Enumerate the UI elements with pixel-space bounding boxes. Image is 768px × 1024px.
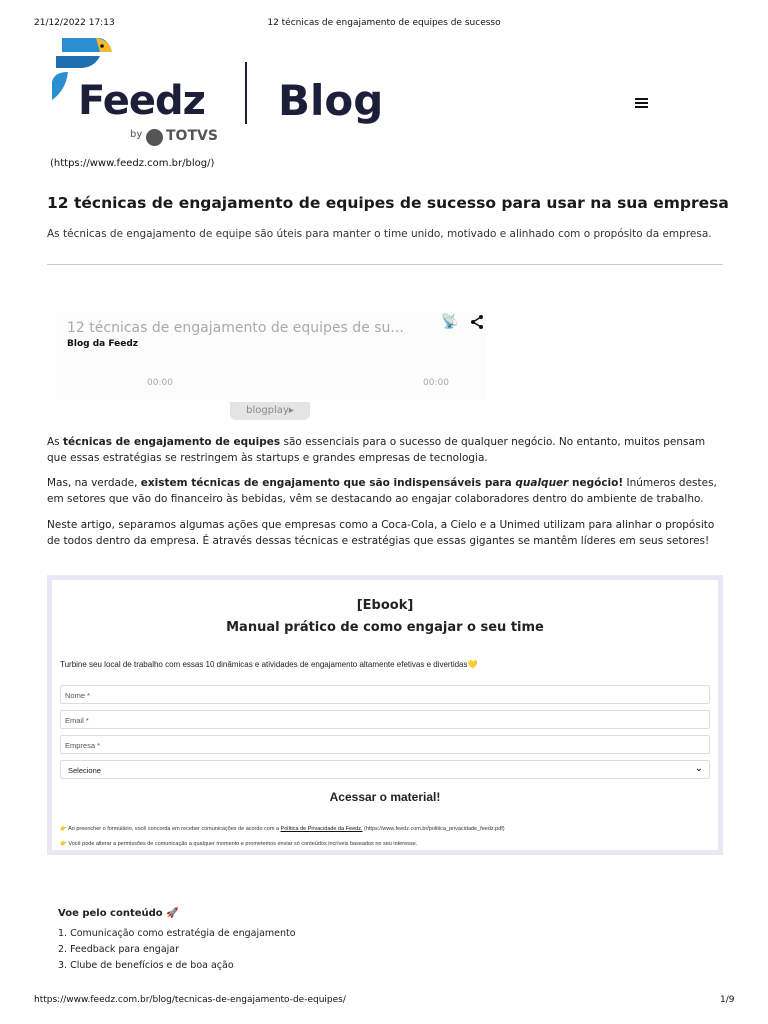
email-field[interactable]: Email * xyxy=(60,710,710,729)
footer-url: https://www.feedz.com.br/blog/tecnicas-de-engajamento-de-equipes/ xyxy=(34,995,346,1005)
blog-url[interactable]: (https://www.feedz.com.br/blog/) xyxy=(50,158,215,169)
hamburger-menu-icon[interactable] xyxy=(635,98,648,110)
share-icon[interactable] xyxy=(469,314,485,330)
form-title-tag: [Ebook] xyxy=(356,598,414,613)
paragraph-2: Mas, na verdade, existem técnicas de engajamento que são indispensáveis para qualquer negócio! Inúmeros destes, em setores que vão do financeiro às bebidas, vêm se destacando ao engajar colaboradores dentro do ambiente de trabalho. xyxy=(47,477,717,505)
paragraph-1: As técnicas de engajamento de equipes são essenciais para o sucesso de qualquer negócio. No entanto, muitos pensam que essas estratégias se restringem às startups e grandes empresas de tecnologia. xyxy=(47,436,706,464)
privacy-link[interactable]: Política de Privacidade da Feedz. xyxy=(280,826,363,832)
permissions-note: 👉 Você pode alterar a permissões de comunicação a qualquer momento e prometemos enviar só conteúdos incríveis baseados no seu interesse. xyxy=(60,841,418,847)
form-title: Manual prático de como engajar o seu time xyxy=(226,620,544,635)
paragraph-3: Neste artigo, separamos algumas ações que empresas como a Coca-Cola, a Cielo e a Unimed utilizam para alinhar o propósito de todos dentro da empresa. É através dessas técnicas e estratégias que essas gigantes se mantêm líderes em seus setores! xyxy=(47,519,715,547)
chevron-down-icon: ⌄ xyxy=(694,763,703,774)
totvs-icon xyxy=(146,129,163,146)
article-lead: As técnicas de engajamento de equipe são úteis para manter o time unido, motivado e alinhado com o propósito da empresa. xyxy=(47,228,712,240)
article-title: 12 técnicas de engajamento de equipes de sucesso para usar na sua empresa xyxy=(47,194,729,212)
print-date: 21/12/2022 17:13 xyxy=(34,18,115,28)
name-field[interactable]: Nome * xyxy=(60,685,710,704)
player-author: Blog da Feedz xyxy=(67,339,139,349)
time-total: 00:00 xyxy=(423,378,449,388)
time-elapsed: 00:00 xyxy=(147,378,173,388)
blogplay-logo: blogplay▸ xyxy=(230,402,310,420)
logo-divider xyxy=(245,62,247,124)
totvs-logo-text: TOTVS xyxy=(166,128,218,144)
toc-item[interactable]: 2. Feedback para engajar xyxy=(58,944,180,955)
logo-by: by xyxy=(130,129,143,140)
toc-item[interactable]: 1. Comunicação como estratégia de engajamento xyxy=(58,928,296,939)
select-dropdown[interactable]: Selecione ⌄ xyxy=(60,760,710,779)
form-description: Turbine seu local de trabalho com essas 10 dinâmicas e atividades de engajamento altamente efetivas e divertidas💛 xyxy=(60,660,478,669)
blog-logo-text: Blog xyxy=(278,76,384,125)
podcast-icon[interactable]: 📡 xyxy=(441,314,459,330)
feedz-logo-text: Feedz xyxy=(78,78,205,124)
toc-item[interactable]: 3. Clube de benefícios e de boa ação xyxy=(58,960,234,971)
print-title: 12 técnicas de engajamento de equipes de sucesso xyxy=(267,18,501,28)
privacy-note: 👉 Ao preencher o formulário, você concorda em receber comunicações de acordo com a Política de Privacidade da Feedz. (https://www.feedz.com.br/politica_privacidade_feedz.pdf) xyxy=(60,826,505,832)
divider xyxy=(47,264,723,265)
company-field[interactable]: Empresa * xyxy=(60,735,710,754)
page-number: 1/9 xyxy=(720,995,735,1005)
player-title: 12 técnicas de engajamento de equipes de su... xyxy=(67,320,404,336)
toc-title: Voe pelo conteúdo 🚀 xyxy=(58,908,179,919)
submit-button[interactable]: Acessar o material! xyxy=(329,790,441,804)
ebook-form xyxy=(47,575,723,855)
